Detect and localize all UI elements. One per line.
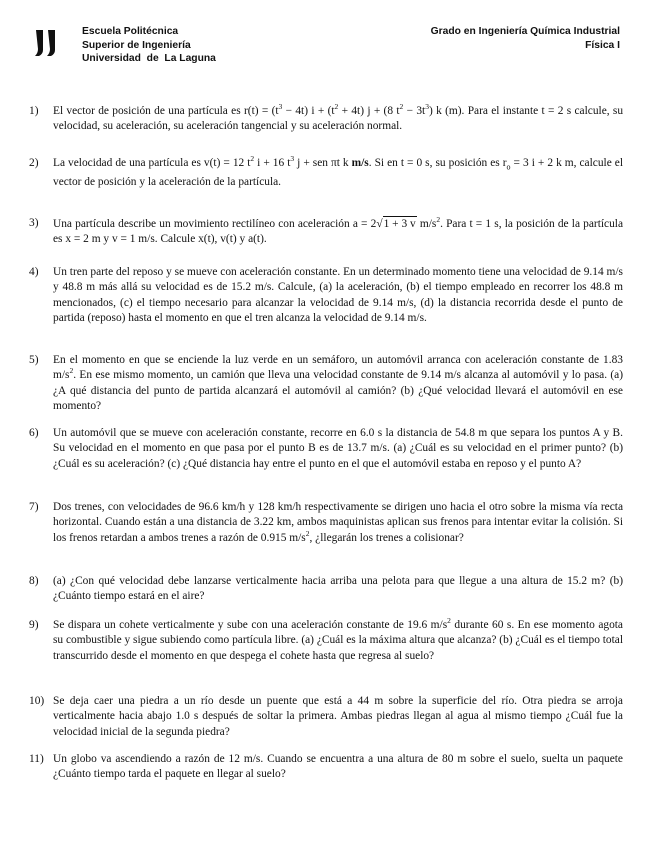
problem-3 [29, 216, 623, 248]
problem-text: La velocidad de una partícula es v(t) = 12 $t^2$ i + 16 $t^3$ j + sen πt k m/s. Si en t = 0 s, su posición es $r_o = 3$ i + 2 k m, calcule el vector de posición y la aceleración de la partícula. [53, 154, 623, 188]
unit-vector-i: i [311, 105, 315, 117]
problem-5 [29, 353, 623, 415]
problem-9 [29, 618, 623, 664]
school-name [82, 25, 216, 66]
problem-number: 3) [29, 217, 39, 229]
vector-r0: r [502, 157, 507, 169]
vector-v: v [203, 157, 210, 169]
unit-vector-j: j [367, 105, 371, 117]
problem-number: 8) [29, 575, 39, 587]
problem-text: Se dispara un cohete verticalmente y sube con una aceleración constante de 19.6 $m/s^2$ durante 60 s. En ese momento agota su combustible y sigue subiendo como partícula libre. (a) ¿Cuál es la máxima altura que alcanza? (b) ¿Cuál es el tiempo total transcurrido desde el momento en que despega el cohete hasta que regresa al suelo? [53, 616, 623, 662]
problem-text: Un tren parte del reposo y se mueve con aceleración constante. En un determinado momento tiene una velocidad de 9.14 m/s y 48.8 m más allá su velocidad es de 15.2 m/s. Calcule, (a) la aceleración, (b) el tiempo empleado en recorrer los 48.8 m mencionados, (c) el tiempo necesario para alcanzar la velocidad de 9.14 m/s, (d) la distancia recorrida desde el punto de partida (reposo) hasta el momento en que el tren alcanza la velocidad de 9.14 m/s. [53, 266, 623, 325]
document-header [0, 24, 655, 69]
school-line-1: Escuela Politécnica [82, 26, 179, 37]
university-logo-icon [31, 28, 61, 58]
problem-text: Un automóvil que se mueve con aceleración constante, recorre en 6.0 s la distancia de 54.8 m que separa los puntos A y B. Su velocidad en el momento en que pasa por el punto B es de 13.7 m/s. (a) ¿Cuál es su velocidad en el primer punto? (b) ¿Cuál es su aceleración? (c) ¿Qué distancia hay entre el punto en el que el automóvil estaba en reposo y el punto A? [53, 427, 623, 470]
problem-8 [29, 574, 623, 605]
problem-number: 1) [29, 105, 39, 117]
school-line-3: Universidad de La Laguna [82, 53, 216, 65]
degree-info [431, 25, 620, 52]
problem-number: 4) [29, 266, 39, 278]
problem-number: 5) [29, 354, 39, 366]
problem-text: Una partícula describe un movimiento rectilíneo con aceleración a = 2√1 + 3 v $m/s^2$. Para t = 1 s, la posición de la partícula es x = 2 m y v = 1 m/s. Calcule x(t), v(t) y a(t). [53, 215, 624, 246]
problem-11 [29, 752, 623, 783]
problem-number: 7) [29, 501, 39, 513]
problem-2 [29, 156, 623, 190]
course-name: Física I [585, 39, 620, 51]
problem-text: Dos trenes, con velocidades de 96.6 km/h y 128 km/h respectivamente se dirigen uno hacia el otro sobre la misma vía recta horizontal. Cuando están a una distancia de 3.22 km, ambos maquinistas aplican sus frenos para intentar evitar la colisión. Si los frenos retardan a ambos trenes a razón de 0.915 $m/s^2$, ¿llegarán los trenes a colisionar? [53, 501, 623, 544]
problem-number: 6) [29, 427, 39, 439]
problem-text: En el momento en que se enciende la luz verde en un semáforo, un automóvil arranca con aceleración constante de 1.83 $m/s^2$. En ese mismo momento, un camión que lleva una velocidad constante de 9.14 m/s alcanza al automóvil y lo pasa. (a) ¿A qué distancia del punto de partida alcanzará el automóvil al camión? (b) ¿Qué velocidad llevará el automóvil en ese momento? [53, 354, 623, 413]
problem-number: 10) [29, 695, 45, 707]
problem-1 [29, 104, 623, 135]
problem-number: 2) [29, 157, 39, 169]
problem-number: 9) [29, 619, 39, 631]
school-line-2: Superior de Ingeniería [82, 39, 191, 51]
unit-vector-k: k [436, 105, 442, 117]
problem-6 [29, 426, 623, 472]
problem-7 [29, 500, 623, 546]
sqrt-argument: 1 + 3 v [383, 216, 417, 232]
problem-10 [29, 694, 623, 740]
vector-r: r [243, 105, 248, 117]
problem-text: Un globo va ascendiendo a razón de 12 m/s. Cuando se encuentra a una altura de 80 m sobre el suelo, suelta un paquete ¿Cuánto tiempo tarda el paquete en llegar al suelo? [53, 753, 623, 781]
problem-text: Se deja caer una piedra a un río desde un puente que está a 44 m sobre la superficie del río. Otra piedra se arroja verticalmente hacia abajo 1.0 s después de soltar la primera. Ambas piedras llegan al agua al mismo tiempo ¿Cuál fue la velocidad inicial de la segunda piedra? [53, 695, 623, 738]
problem-text: (a) ¿Con qué velocidad debe lanzarse verticalmente hacia arriba una pelota para que llegue a una altura de 15.2 m? (b) ¿Cuánto tiempo estará en el aire? [53, 575, 623, 603]
problem-4 [29, 265, 623, 327]
sqrt-sign-icon: √ [376, 218, 383, 230]
degree-name: Grado en Ingeniería Química Industrial [430, 26, 620, 37]
problem-text: El vector de posición de una partícula es $r(t) = (t^3 - 4t) i + (t^2 + 4t) j + (8$ $t^2 - 3t^3$) k (m). Para el instante t = 2 s calcule, su velocidad, su aceleración, su aceleración tangencial y su aceleración normal. [53, 102, 624, 133]
problem-number: 11) [29, 753, 44, 765]
